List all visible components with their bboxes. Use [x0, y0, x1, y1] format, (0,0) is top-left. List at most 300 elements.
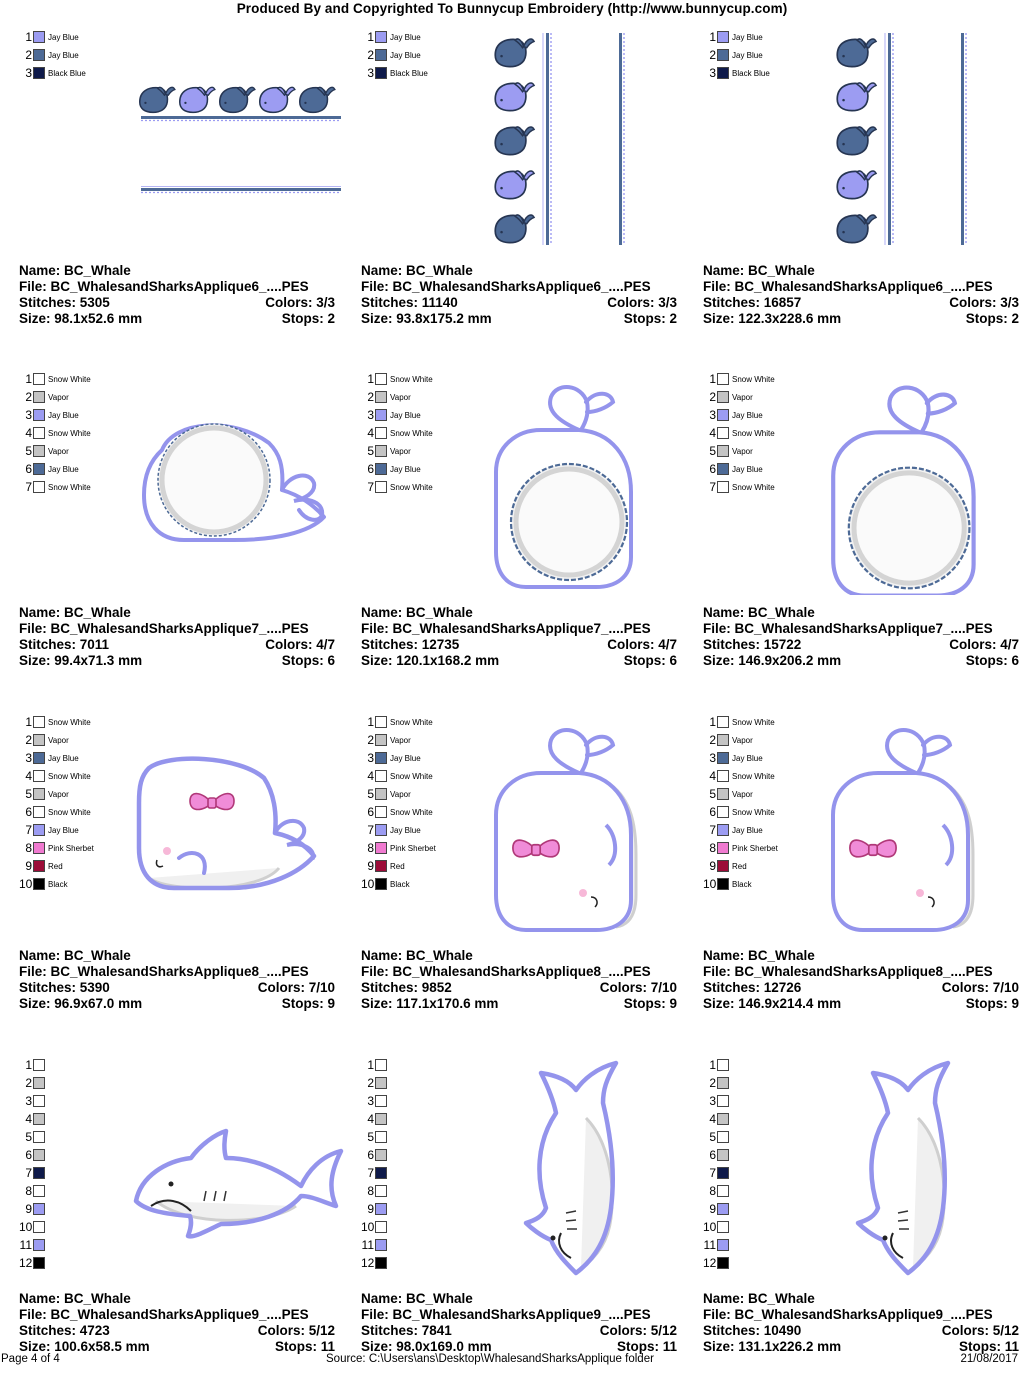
small-whale-icon	[495, 39, 534, 67]
thread-number: 4	[25, 769, 32, 783]
color-count: Colors: 7/10	[257, 980, 335, 995]
thread-name: Black Blue	[390, 68, 428, 78]
info-line	[361, 980, 677, 996]
color-swatch	[33, 1185, 45, 1197]
thread-number: 9	[709, 1202, 716, 1216]
info-line	[361, 1291, 677, 1307]
design-info	[19, 605, 335, 669]
thread-number: 7	[709, 480, 716, 494]
thread-name: Snow White	[390, 482, 433, 492]
info-line	[19, 1323, 335, 1339]
thread-name: Snow White	[48, 428, 91, 438]
thread-name: Snow White	[48, 771, 91, 781]
color-swatch	[717, 806, 729, 818]
thread-color-row	[703, 857, 747, 875]
color-swatch	[33, 1095, 45, 1107]
thread-name: Jay Blue	[390, 410, 421, 420]
thread-number: 9	[709, 859, 716, 873]
info-line	[19, 980, 335, 996]
color-swatch	[33, 770, 45, 782]
stitch-count: Stitches: 4723	[19, 1323, 110, 1338]
color-swatch	[375, 1221, 387, 1233]
design-size: Size: 99.4x71.3 mm	[19, 653, 143, 668]
color-swatch	[717, 463, 729, 475]
color-swatch	[375, 31, 387, 43]
thread-color-row	[703, 749, 763, 767]
thread-number: 2	[25, 390, 32, 404]
color-swatch	[375, 1185, 387, 1197]
design-file: File: BC_WhalesandSharksApplique8_....PES	[361, 964, 651, 979]
color-swatch	[717, 1239, 729, 1251]
thread-number: 9	[25, 859, 32, 873]
thread-color-row	[361, 1056, 390, 1074]
thread-color-row	[19, 785, 69, 803]
thread-color-row	[19, 406, 79, 424]
design-preview	[456, 1056, 686, 1281]
design-preview	[798, 370, 1024, 595]
design-cell	[703, 370, 1021, 710]
thread-name: Black	[390, 879, 410, 889]
thread-name: Black Blue	[732, 68, 770, 78]
thread-number: 6	[709, 462, 716, 476]
thread-color-row	[361, 713, 433, 731]
info-line	[19, 637, 335, 653]
thread-color-row	[19, 1164, 48, 1182]
thread-color-row	[19, 46, 79, 64]
thread-name: Jay Blue	[732, 825, 763, 835]
thread-number: 1	[709, 715, 716, 729]
thread-number: 2	[709, 733, 716, 747]
design-preview	[114, 1056, 344, 1281]
color-swatch	[375, 788, 387, 800]
info-line	[703, 295, 1019, 311]
color-swatch	[33, 824, 45, 836]
thread-name: Red	[390, 861, 405, 871]
thread-number: 8	[367, 1184, 374, 1198]
thread-name: Vapor	[390, 789, 411, 799]
thread-number: 6	[25, 462, 32, 476]
thread-color-row	[703, 713, 775, 731]
color-swatch	[375, 806, 387, 818]
thread-number: 6	[367, 462, 374, 476]
stitch-count: Stitches: 16857	[703, 295, 802, 310]
thread-name: Jay Blue	[390, 464, 421, 474]
info-line	[361, 948, 677, 964]
thread-name: Jay Blue	[732, 32, 763, 42]
design-size: Size: 146.9x214.4 mm	[703, 996, 842, 1011]
thread-number: 3	[367, 1094, 374, 1108]
design-name: Name: BC_Whale	[361, 1291, 473, 1306]
color-swatch	[717, 860, 729, 872]
thread-number: 7	[709, 823, 716, 837]
design-preview	[456, 28, 686, 253]
thread-number: 7	[367, 1166, 374, 1180]
thread-name: Red	[732, 861, 747, 871]
thread-color-row	[19, 1146, 48, 1164]
thread-color-row	[361, 1074, 390, 1092]
color-swatch	[375, 752, 387, 764]
thread-number: 6	[367, 1148, 374, 1162]
info-line	[19, 1307, 335, 1323]
design-info	[19, 1291, 335, 1355]
thread-number: 3	[25, 408, 32, 422]
thread-name: Pink Sherbet	[48, 843, 94, 853]
thread-name: Snow White	[732, 717, 775, 727]
design-file: File: BC_WhalesandSharksApplique6_....PES	[19, 279, 309, 294]
thread-name: Snow White	[732, 374, 775, 384]
thread-name: Black	[48, 879, 68, 889]
page-header	[0, 1, 1024, 16]
small-whale-icon	[837, 39, 876, 67]
thread-color-row	[19, 749, 79, 767]
info-line	[361, 996, 677, 1012]
design-info	[19, 263, 335, 327]
stitch-count: Stitches: 7841	[361, 1323, 452, 1338]
design-cell	[361, 370, 679, 710]
color-count: Colors: 7/10	[599, 980, 677, 995]
color-swatch	[33, 373, 45, 385]
info-line	[361, 263, 677, 279]
info-line	[703, 1323, 1019, 1339]
thread-color-row	[19, 28, 79, 46]
color-count: Colors: 3/3	[949, 295, 1019, 310]
thread-name: Jay Blue	[732, 410, 763, 420]
thread-number: 3	[709, 66, 716, 80]
stitch-count: Stitches: 5305	[19, 295, 110, 310]
thread-number: 1	[25, 1058, 32, 1072]
thread-color-row	[703, 767, 775, 785]
thread-name: Vapor	[732, 735, 753, 745]
thread-number: 4	[25, 1112, 32, 1126]
color-swatch	[33, 31, 45, 43]
whale-with-bow-design	[139, 759, 314, 889]
thread-color-row	[703, 1074, 732, 1092]
color-swatch	[33, 1113, 45, 1125]
thread-name: Black	[732, 879, 752, 889]
design-info	[361, 948, 677, 1012]
color-swatch	[33, 427, 45, 439]
color-swatch	[33, 1203, 45, 1215]
bow-icon	[190, 794, 234, 810]
thread-number: 5	[25, 444, 32, 458]
thread-number: 8	[709, 841, 716, 855]
color-swatch	[717, 67, 729, 79]
color-swatch	[33, 1149, 45, 1161]
design-file: File: BC_WhalesandSharksApplique8_....PES	[703, 964, 993, 979]
thread-name: Jay Blue	[48, 753, 79, 763]
thread-number: 10	[19, 1220, 33, 1234]
whale-border-design	[495, 33, 624, 245]
small-whale-icon	[837, 83, 876, 111]
info-line	[703, 1291, 1019, 1307]
thread-name: Vapor	[390, 392, 411, 402]
color-swatch	[717, 49, 729, 61]
thread-name: Vapor	[48, 789, 69, 799]
color-swatch	[717, 445, 729, 457]
color-swatch	[717, 373, 729, 385]
color-swatch	[717, 734, 729, 746]
thread-name: Snow White	[48, 482, 91, 492]
info-line	[703, 948, 1019, 964]
whale-border-design	[837, 33, 966, 245]
info-line	[19, 621, 335, 637]
thread-color-row	[703, 1254, 732, 1272]
thread-color-row	[19, 1236, 48, 1254]
thread-color-row	[19, 64, 86, 82]
design-file: File: BC_WhalesandSharksApplique7_....PES	[703, 621, 993, 636]
color-swatch	[375, 1113, 387, 1125]
stop-count: Stops: 11	[958, 1339, 1019, 1354]
thread-number: 10	[703, 877, 717, 891]
design-cell	[19, 28, 337, 368]
info-line	[19, 605, 335, 621]
color-swatch	[375, 445, 387, 457]
design-size: Size: 100.6x58.5 mm	[19, 1339, 150, 1354]
info-line	[19, 948, 335, 964]
thread-number: 5	[709, 1130, 716, 1144]
color-count: Colors: 3/3	[265, 295, 335, 310]
thread-name: Black Blue	[48, 68, 86, 78]
thread-number: 10	[361, 877, 375, 891]
thread-name: Vapor	[48, 446, 69, 456]
page-footer	[0, 1353, 1024, 1369]
thread-number: 4	[367, 769, 374, 783]
thread-color-row	[361, 1200, 390, 1218]
color-swatch	[375, 1167, 387, 1179]
shark-applique-design	[526, 1063, 616, 1273]
design-name: Name: BC_Whale	[19, 948, 131, 963]
color-swatch	[717, 770, 729, 782]
thread-color-row	[703, 1236, 732, 1254]
color-swatch	[33, 67, 45, 79]
thread-number: 6	[709, 1148, 716, 1162]
color-swatch	[375, 1131, 387, 1143]
design-name: Name: BC_Whale	[703, 263, 815, 278]
thread-name: Jay Blue	[732, 50, 763, 60]
thread-number: 1	[25, 30, 32, 44]
thread-number: 3	[367, 66, 374, 80]
info-line	[703, 279, 1019, 295]
thread-color-row	[19, 713, 91, 731]
header-title: Produced By and Copyrighted To Bunnycup Embroidery (http://www.bunnycup.com)	[236, 1, 788, 16]
thread-color-row	[361, 64, 428, 82]
color-swatch	[375, 67, 387, 79]
color-swatch	[33, 1239, 45, 1251]
color-swatch	[33, 716, 45, 728]
design-info	[703, 1291, 1019, 1355]
thread-color-row	[361, 424, 433, 442]
thread-color-row	[19, 821, 79, 839]
color-count: Colors: 3/3	[607, 295, 677, 310]
thread-number: 7	[25, 480, 32, 494]
thread-number: 5	[367, 787, 374, 801]
small-whale-icon	[837, 215, 876, 243]
thread-color-row	[19, 839, 94, 857]
thread-name: Jay Blue	[732, 464, 763, 474]
design-file: File: BC_WhalesandSharksApplique6_....PES	[361, 279, 651, 294]
stop-count: Stops: 9	[281, 996, 335, 1011]
thread-color-row	[361, 839, 436, 857]
design-info	[703, 605, 1019, 669]
info-line	[361, 605, 677, 621]
info-line	[361, 311, 677, 327]
color-swatch	[33, 49, 45, 61]
design-name: Name: BC_Whale	[19, 1291, 131, 1306]
design-cell	[19, 370, 337, 710]
info-line	[19, 1291, 335, 1307]
color-swatch	[717, 824, 729, 836]
thread-number: 3	[25, 751, 32, 765]
color-swatch	[33, 1131, 45, 1143]
color-swatch	[33, 409, 45, 421]
thread-color-row	[703, 1056, 732, 1074]
thread-name: Jay Blue	[48, 32, 79, 42]
design-cell	[19, 1056, 337, 1396]
thread-color-row	[703, 388, 753, 406]
thread-name: Jay Blue	[390, 753, 421, 763]
color-swatch	[33, 1077, 45, 1089]
info-line	[19, 311, 335, 327]
thread-number: 1	[25, 715, 32, 729]
thread-number: 7	[367, 480, 374, 494]
stitch-count: Stitches: 9852	[361, 980, 452, 995]
thread-color-row	[19, 1200, 48, 1218]
color-swatch	[717, 481, 729, 493]
thread-color-row	[19, 1128, 48, 1146]
thread-name: Jay Blue	[390, 32, 421, 42]
color-swatch	[375, 770, 387, 782]
whale-monogram-frame	[496, 387, 631, 587]
color-swatch	[375, 1257, 387, 1269]
thread-number: 11	[361, 1238, 374, 1252]
stop-count: Stops: 11	[616, 1339, 677, 1354]
thread-number: 7	[25, 823, 32, 837]
thread-name: Snow White	[390, 374, 433, 384]
thread-number: 12	[19, 1256, 33, 1270]
thread-name: Jay Blue	[732, 753, 763, 763]
design-name: Name: BC_Whale	[703, 1291, 815, 1306]
design-cell	[703, 1056, 1021, 1396]
thread-color-row	[361, 478, 433, 496]
stitch-count: Stitches: 12726	[703, 980, 802, 995]
thread-color-row	[19, 1074, 48, 1092]
color-swatch	[375, 878, 387, 890]
color-swatch	[717, 752, 729, 764]
small-whale-icon	[495, 83, 534, 111]
thread-number: 3	[25, 1094, 32, 1108]
info-line	[703, 263, 1019, 279]
thread-color-row	[19, 1110, 48, 1128]
design-info	[19, 948, 335, 1012]
thread-number: 5	[25, 787, 32, 801]
info-line	[703, 621, 1019, 637]
color-swatch	[33, 1221, 45, 1233]
design-size: Size: 122.3x228.6 mm	[703, 311, 842, 326]
thread-number: 10	[361, 1220, 375, 1234]
thread-number: 3	[709, 1094, 716, 1108]
color-swatch	[717, 427, 729, 439]
thread-number: 11	[19, 1238, 32, 1252]
stitch-count: Stitches: 7011	[19, 637, 110, 652]
color-swatch	[375, 824, 387, 836]
small-whale-icon	[300, 87, 335, 112]
thread-color-row	[703, 370, 775, 388]
design-info	[361, 263, 677, 327]
thread-number: 2	[367, 733, 374, 747]
design-cell	[361, 713, 679, 1053]
thread-color-row	[703, 1092, 732, 1110]
design-size: Size: 98.0x169.0 mm	[361, 1339, 492, 1354]
thread-number: 8	[367, 841, 374, 855]
color-swatch	[375, 1149, 387, 1161]
thread-color-row	[19, 875, 68, 893]
color-count: Colors: 4/7	[607, 637, 677, 652]
thread-name: Jay Blue	[390, 50, 421, 60]
stitch-count: Stitches: 5390	[19, 980, 110, 995]
thread-color-row	[361, 1146, 390, 1164]
design-preview	[798, 1056, 1024, 1281]
thread-number: 5	[709, 444, 716, 458]
small-whale-icon	[495, 127, 534, 155]
thread-color-row	[703, 64, 770, 82]
thread-number: 6	[709, 805, 716, 819]
design-name: Name: BC_Whale	[361, 948, 473, 963]
thread-number: 1	[25, 372, 32, 386]
thread-color-row	[19, 478, 91, 496]
thread-number: 8	[709, 1184, 716, 1198]
color-swatch	[717, 1059, 729, 1071]
thread-name: Snow White	[390, 428, 433, 438]
thread-number: 2	[25, 1076, 32, 1090]
thread-color-row	[703, 46, 763, 64]
design-name: Name: BC_Whale	[703, 605, 815, 620]
thread-color-row	[361, 803, 433, 821]
color-swatch	[33, 788, 45, 800]
color-count: Colors: 4/7	[949, 637, 1019, 652]
color-count: Colors: 4/7	[265, 637, 335, 652]
thread-number: 7	[709, 1166, 716, 1180]
thread-number: 3	[367, 408, 374, 422]
footer-page-number: Page 4 of 4	[1, 1353, 60, 1365]
thread-color-row	[703, 839, 778, 857]
thread-number: 1	[367, 372, 374, 386]
thread-name: Snow White	[48, 717, 91, 727]
thread-name: Jay Blue	[48, 464, 79, 474]
thread-color-row	[703, 442, 753, 460]
thread-number: 10	[19, 877, 33, 891]
thread-number: 3	[709, 408, 716, 422]
info-line	[703, 964, 1019, 980]
thread-number: 5	[25, 1130, 32, 1144]
design-preview	[114, 713, 344, 938]
design-preview	[114, 370, 344, 595]
info-line	[703, 637, 1019, 653]
thread-number: 6	[25, 1148, 32, 1162]
design-preview	[456, 713, 686, 938]
info-line	[361, 1307, 677, 1323]
thread-number: 2	[25, 733, 32, 747]
thread-number: 4	[367, 1112, 374, 1126]
design-file: File: BC_WhalesandSharksApplique9_....PES	[19, 1307, 309, 1322]
thread-number: 3	[25, 66, 32, 80]
color-swatch	[375, 1077, 387, 1089]
thread-name: Jay Blue	[390, 825, 421, 835]
thread-number: 3	[367, 751, 374, 765]
stop-count: Stops: 6	[623, 653, 677, 668]
thread-color-row	[703, 803, 775, 821]
thread-color-row	[361, 857, 405, 875]
thread-name: Snow White	[732, 482, 775, 492]
